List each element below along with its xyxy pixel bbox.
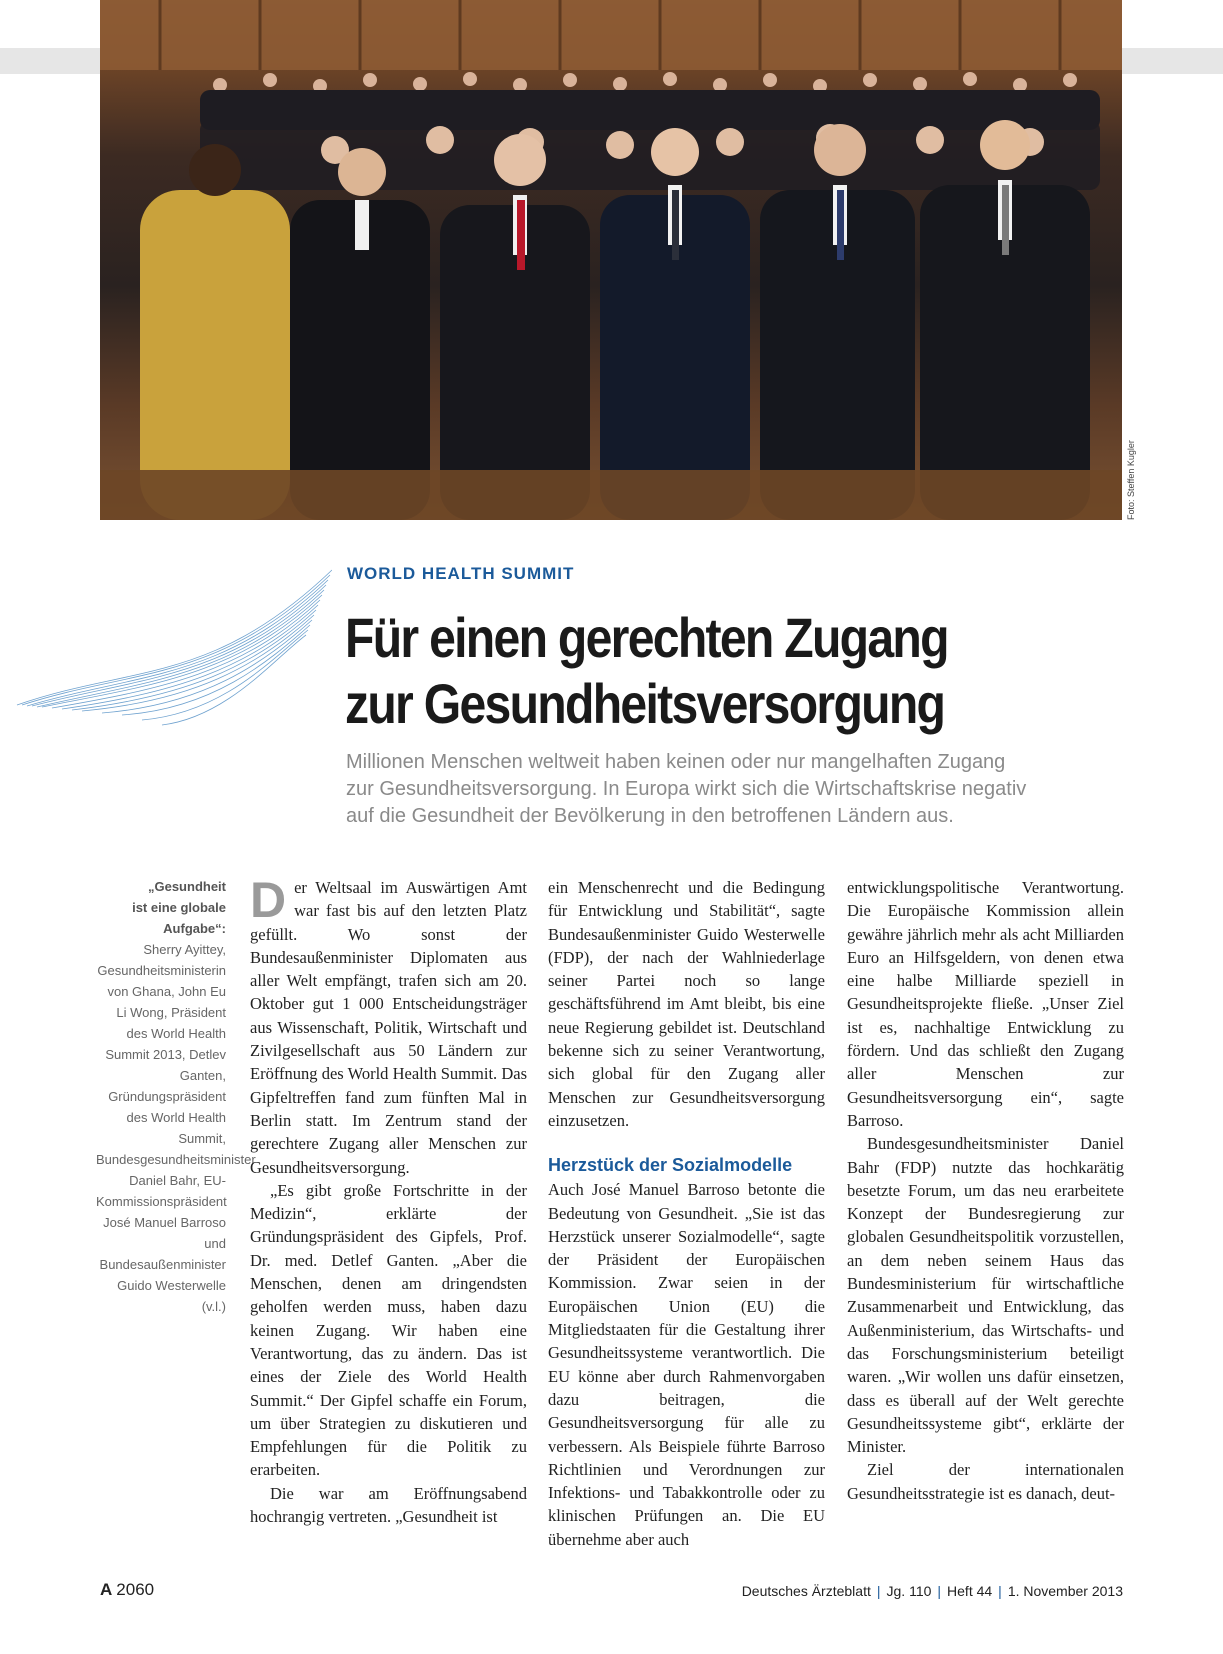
swoosh-logo-icon [12,565,332,735]
page-number: 2060 [116,1580,155,1599]
article-teaser [346,749,1146,830]
column-3-paragraph-1: entwicklungspolitische Verantwortung. Die Europäische Kommission allein gewähre jährlich mehr als acht Milliarden Euro an Hilfsgeldern, von denen etwa eine halbe Milliarde speziell in Gesundheitsprojekte fließe. „Unser Ziel ist es, nachhaltige Entwicklung zu fördern. Und das schließt den Zugang aller Menschen zur Gesundheitsversorgung ein“, sagte Barroso. [847,878,1124,1130]
teaser-line-3: auf die Gesundheit der Bevölkerung in den betroffenen Ländern aus. [346,805,954,827]
article-column-1 [250,872,527,1528]
column-3-paragraph-2: Bundesgesundheitsminister Daniel Bahr (FDP) nutzte das hochkarätig besetzte Forum, um das neu erarbeitete Konzept der Bundesregierung zur globalen Gesundheitspolitik vorzustellen, an dem neben seinem Haus das Bundesministerium für wirtschaftliche Zusammenarbeit und Entwicklung, das Außenministerium, das Wirtschafts- und das Forschungsministerium beteiligt waren. „Wir wollen uns dafür einsetzen, dass es überall auf der Welt gerechte Gesundheitssysteme gibt“, erklärte der Minister. [847,1134,1124,1457]
audience-photo [100,0,1122,520]
footer-separator: | [998,1583,1002,1599]
photo-credit: Foto: Steffen Kugler [1126,440,1136,520]
journal-name: Deutsches Ärzteblatt [741,1583,871,1599]
caption-quote-line-2: ist eine globale [132,900,226,915]
journal-issue: Heft 44 [947,1583,993,1599]
column-2-paragraph-1: ein Menschenrecht und die Bedingung für Entwicklung und Stabilität“, sagte Bundesaußenminister Guido Westerwelle (FDP), der nach der Wahlniederlage seiner Partei noch so lange geschäftsführend im Amt bleibt, bis eine neue Regierung gebildet ist. Deutschland bekenne sich zu seiner Verantwortung, sich global für den Zugang aller Menschen zur Gesundheitsversorgung einzusetzen. [548,878,825,1130]
journal-volume: Jg. 110 [886,1583,932,1599]
column-3-paragraph-3: Ziel der internationalen Gesundheitsstrategie ist es danach, deut- [847,1460,1124,1503]
photo-audience-icon [100,0,1122,520]
footer-separator: | [876,1583,881,1599]
dropcap: D [250,872,287,928]
article-column-2 [548,876,825,1551]
caption-quote-line-3: Aufgabe“: [163,921,226,936]
caption-quote-line-1: „Gesundheit [147,879,226,894]
article-headline [345,605,1145,737]
footer-separator: | [937,1583,942,1599]
journal-footer [742,1583,1123,1599]
article-column-3 [847,876,1124,1505]
column-2-subheading: Herzstück der Sozialmodelle [548,1155,793,1176]
section-letter: A [100,1580,113,1599]
teaser-line-2: zur Gesundheitsversorgung. In Europa wirkt sich die Wirtschaftskrise negativ [346,778,1027,800]
column-1-paragraph-3: Die war am Eröffnungsabend hochrangig vertreten. „Gesundheit ist [250,1483,527,1527]
caption-body: Sherry Ayittey, Gesundheitsministerin von Ghana, John Eu Li Wong, Präsident des World Health Summit 2013, Detlev Ganten, Gründungspräsident des World Health Summit, Bundesgesundheitsminister Daniel Bahr, EU-Kommissionspräsident José Manuel Barroso und Bundesaußenminister Guido Westerwelle (v.l.) [96,942,256,1314]
photo-caption [96,876,256,1317]
teaser-line-1: Millionen Menschen weltweit haben keinen oder nur mangelhaften Zugang [346,751,1006,773]
page-number-block [100,1580,154,1600]
headline-line-2: zur Gesundheitsversorgung [345,672,945,735]
column-2-paragraph-2: Auch José Manuel Barroso betonte die Bedeutung von Gesundheit. „Sie ist das Herzstück unserer Sozialmodelle“, sagte der Präsident der Europäischen Kommission. Zwar seien in der Europäischen Union (EU) die Mitgliedstaaten für die Gestaltung ihrer Gesundheitssysteme verantwortlich. Die EU könne aber durch Rahmenvorgaben dazu beitragen, die Gesundheitsversorgung für alle zu verbessern. Als Beispiele führte Barroso Richtlinien und Verordnungen zur Infektions- und Tabakkontrolle oder zu klinischen Prüfungen an. Die EU übernehme aber auch [548,1180,825,1549]
article-kicker: WORLD HEALTH SUMMIT [347,564,575,583]
headline-line-1: Für einen gerechten Zugang [345,606,948,669]
journal-date: 1. November 2013 [1007,1583,1123,1599]
column-1-paragraph-1: er Weltsaal im Auswärtigen Amt war fast bis auf den letzten Platz gefüllt. Wo sonst der Bundesaußenminister Diplomaten aus aller Welt empfängt, trafen sich am 20. Oktober gut 1 000 Entscheidungsträger aus Wissenschaft, Politik, Wirtschaft und Zivilgesellschaft aus 50 Ländern zur Eröffnung des World Health Summit. Das Gipfeltreffen fand zum fünften Mal in Berlin statt. Im Zentrum stand der gerechtere Zugang aller Menschen zur Gesundheitsversorgung. [250,878,527,1177]
column-1-paragraph-2: „Es gibt große Fortschritte in der Medizin“, erklärte der Gründungspräsident des Gipfels, Prof. Dr. med. Detlef Ganten. „Aber die Menschen, denen am dringendsten geholfen werden muss, haben dazu keinen Zugang. Wir haben eine Verantwortung, das zu ändern. Das ist eines der Ziele des World Health Summit.“ Der Gipfel schaffe ein Forum, um über Strategien zu diskutieren und Empfehlungen für die Politik zu erarbeiten. [250,1180,527,1480]
